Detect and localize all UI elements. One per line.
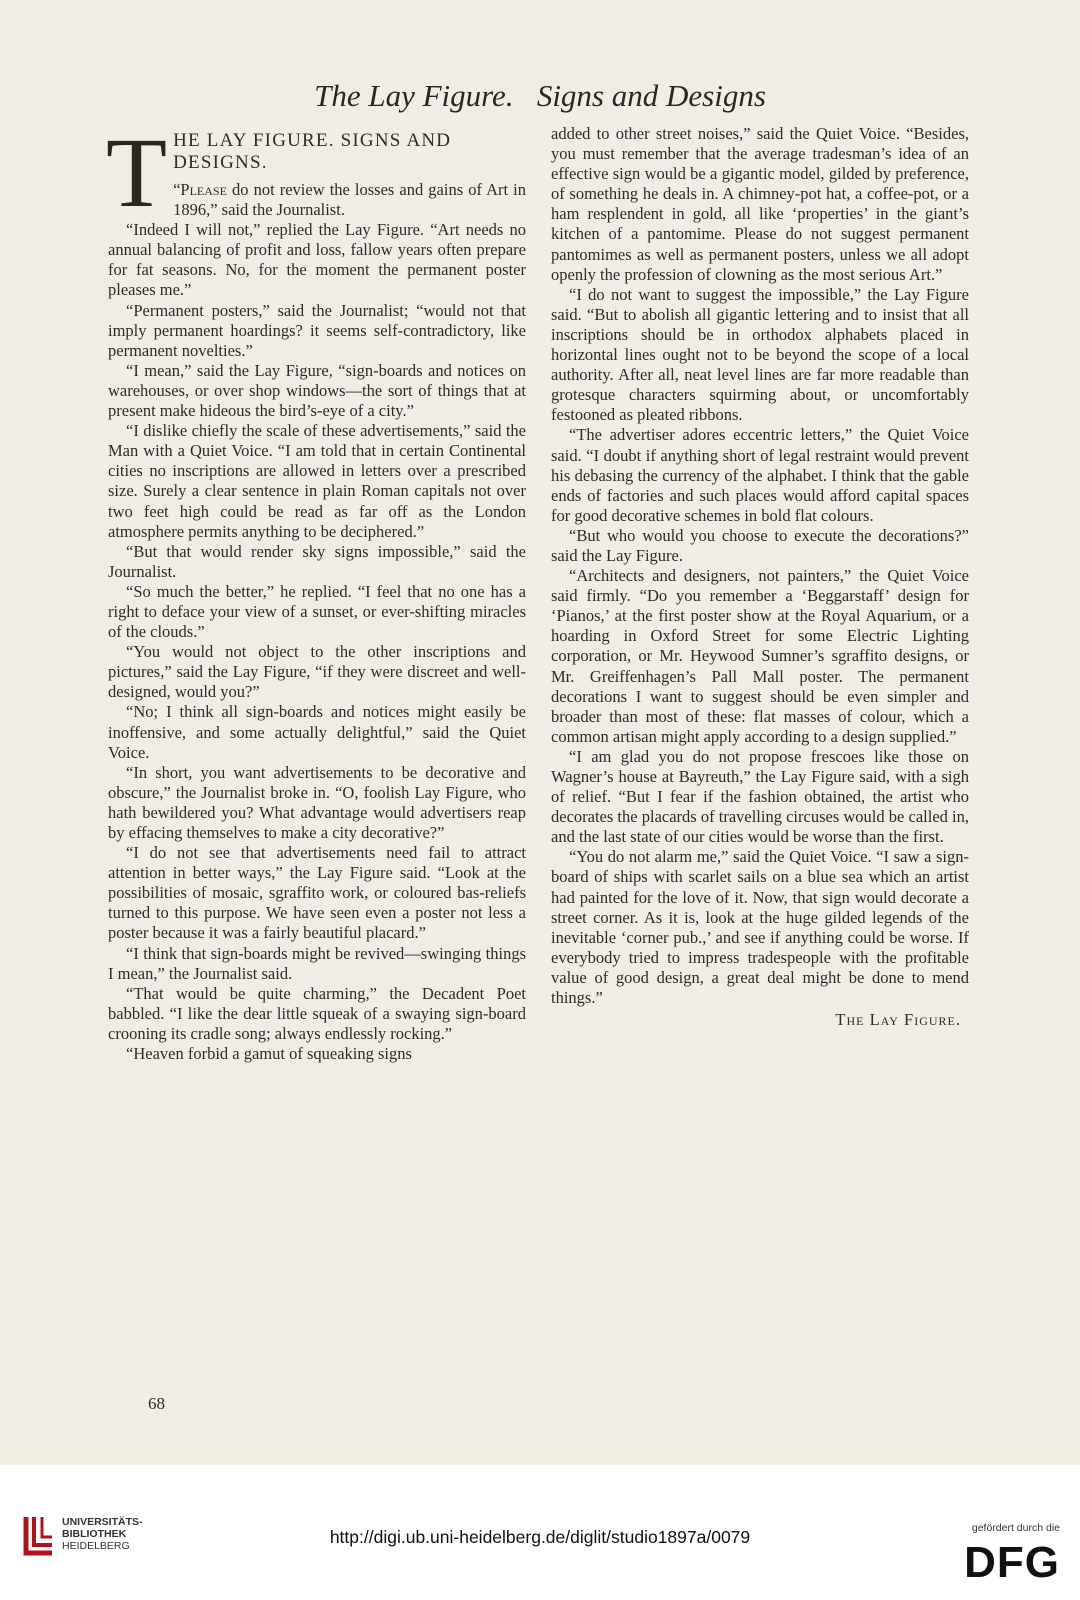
funded-by-label: gefördert durch die bbox=[971, 1522, 1060, 1534]
opening-small-caps: Please bbox=[180, 180, 227, 199]
digitization-footer bbox=[0, 1465, 1080, 1600]
right-column bbox=[551, 124, 969, 1030]
page-number: 68 bbox=[148, 1394, 165, 1413]
paragraph: “You would not object to the other inscriptions and pictures,” said the Lay Figure, “if they were discreet and well-designed, would you?” bbox=[108, 642, 526, 702]
left-paragraphs bbox=[108, 220, 526, 1064]
running-head: The Lay Figure. Signs and Designs bbox=[314, 78, 766, 113]
paragraph: “No; I think all sign-boards and notices might easily be inoffensive, and some actually delightful,” said the Quiet Voice. bbox=[108, 702, 526, 762]
opening-paragraph bbox=[108, 180, 526, 220]
paragraph: “Indeed I will not,” replied the Lay Figure. “Art needs no annual balancing of profit and loss, fallow years often prepare for fat seasons. No, for the moment the permanent poster pleases me.” bbox=[108, 220, 526, 300]
library-name-line: BIBLIOTHEK bbox=[62, 1528, 127, 1540]
opening-quote: “ bbox=[173, 180, 181, 199]
paragraph: “Permanent posters,” said the Journalist; “would not that imply permanent hoardings? it seems self-contradictory, like permanent novelties.” bbox=[108, 300, 526, 360]
library-name-line: UNIVERSITÄTS- bbox=[62, 1516, 143, 1528]
dfg-logo: DFG bbox=[964, 1538, 1060, 1587]
paragraph: “Architects and designers, not painters,” the Quiet Voice said firmly. “Do you remember a ‘Beggarstaff’ design for ‘Pianos,’ at the first poster show at the Royal Aquarium, or a hoarding in Oxford Street for some Electric Lighting corporation, or Mr. Heywood Sumner’s sgraffito designs, or Mr. Greiffenhagen’s Pall Mall poster. The permanent decorations I want to suggest should be even simpler and broader than most of these: flat masses of colour, which a common artisan might apply according to a design supplied.” bbox=[551, 566, 969, 746]
article-heading: HE LAY FIGURE. SIGNS AND DESIGNS. bbox=[173, 130, 452, 173]
opening-rest: do not review the losses and gains of Art in 1896,” said the Journalist. bbox=[173, 180, 526, 220]
drop-cap: T bbox=[106, 117, 168, 228]
paragraph: “I dislike chiefly the scale of these advertisements,” said the Man with a Quiet Voice. “I am told that in certain Continental cities no inscriptions are allowed in letters over a prescribed size. Surely a clear sentence in plain Roman capitals not over two feet high could be read as far off as the London atmosphere permits anything to be deciphered.” bbox=[108, 421, 526, 541]
paragraph: “I am glad you do not propose frescoes like those on Wagner’s house at Bayreuth,” the Lay Figure said, with a sigh of relief. “But I fear if the fashion obtained, the artist who decorates the placards of travelling circuses would be called in, and the last state of our cities would be worse than the first. bbox=[551, 746, 969, 847]
paragraph: “I do not see that advertisements need fail to attract attention in better ways,” the Lay Figure said. “Look at the possibilities of mosaic, sgraffito work, or coloured bas-reliefs turned to this purpose. We have seen even a poster not less a poster because it was a fairly beautiful placard.” bbox=[108, 843, 526, 943]
paragraph: “But who would you choose to execute the decorations?” said the Lay Figure. bbox=[551, 525, 969, 565]
paragraph: “So much the better,” he replied. “I feel that no one has a right to deface your view of a sunset, or ever-shifting miracles of the clouds.” bbox=[108, 581, 526, 642]
right-paragraphs bbox=[551, 124, 969, 1008]
paragraph: “But that would render sky signs impossible,” said the Journalist. bbox=[108, 541, 526, 581]
source-url[interactable]: http://digi.ub.uni-heidelberg.de/diglit/studio1897a/0079 bbox=[329, 1527, 751, 1547]
signature: The Lay Figure. bbox=[835, 1010, 961, 1030]
paragraph: “I do not want to suggest the impossible,” the Lay Figure said. “But to abolish all gigantic lettering and to insist that all inscriptions should be in orthodox alphabets placed in horizontal lines ought not to be beyond the scope of a local authority. After all, neat level lines are far more readable than grotesque characters squirming about, or uncomfortably festooned as pleated ribbons. bbox=[551, 284, 969, 425]
paragraph: “The advertiser adores eccentric letters,” the Quiet Voice said. “I doubt if anything short of legal restraint would prevent his debasing the currency of the alphabet. I think that the gable ends of factories and such places would afford capital spaces for good decorative schemes in bold flat colours. bbox=[551, 425, 969, 525]
paragraph: “In short, you want advertisements to be decorative and obscure,” the Journalist broke in. “O, foolish Lay Figure, who hath bewildered you? What advantage would advertisers reap by effacing themselves to make a city decorative?” bbox=[108, 762, 526, 842]
paragraph: “That would be quite charming,” the Decadent Poet babbled. “I like the dear little squeak of a swaying sign-board crooning its cradle song; always endlessly rocking.” bbox=[108, 983, 526, 1043]
left-column bbox=[106, 117, 526, 1064]
library-name-line: HEIDELBERG bbox=[62, 1540, 130, 1552]
paragraph: “I think that sign-boards might be revived—swinging things I mean,” the Journalist said. bbox=[108, 943, 526, 983]
paragraph: “You do not alarm me,” said the Quiet Voice. “I saw a sign-board of ships with scarlet sails on a blue sea which an artist had painted for the love of it. Now, that sign would decorate a street corner. As it is, look at the huge gilded legends of the inevitable ‘corner pub.,’ and see if anything could be worse. If everybody tried to impress tradespeople with the profitable value of good design, a great deal might be done to mend things.” bbox=[551, 847, 969, 1008]
paragraph: added to other street noises,” said the Quiet Voice. “Besides, you must remember that the average tradesman’s idea of an effective sign would be a gigantic model, gilded by preference, of something he deals in. A chimney-pot hat, a coffee-pot, or a ham resplendent in gold, all like ‘properties’ in the giant’s kitchen of a pantomime. Please do not suggest permanent pantomimes as well as permanent posters, unless we all adopt openly the profession of clowning as the most serious Art.” bbox=[551, 124, 969, 284]
paragraph: “Heaven forbid a gamut of squeaking signs bbox=[126, 1044, 412, 1064]
paragraph: “I mean,” said the Lay Figure, “sign-boards and notices on warehouses, or over shop windows—the sort of things that at present make hideous the bird’s-eye of a city.” bbox=[108, 360, 526, 421]
